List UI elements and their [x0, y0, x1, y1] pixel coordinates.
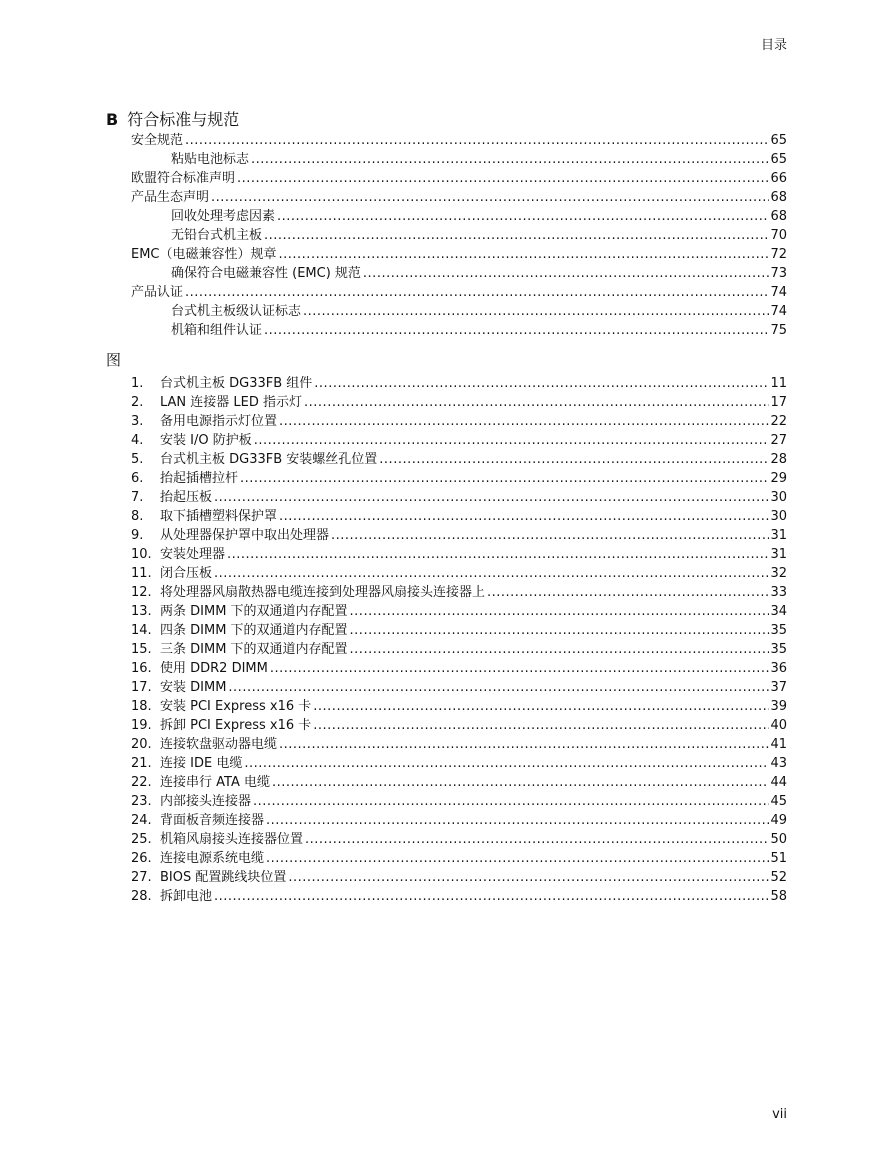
- figure-number: 12.: [131, 585, 152, 600]
- figure-page: 39: [770, 699, 787, 714]
- figure-title: 背面板音频连接器: [160, 813, 265, 828]
- figure-page: 35: [770, 642, 787, 657]
- figure-number: 9.: [131, 528, 144, 543]
- figure-page: 50: [770, 832, 787, 847]
- toc-entry-page: 68: [770, 190, 787, 205]
- figure-title: 连接串行 ATA 电缆: [160, 775, 270, 790]
- figure-number: 1.: [131, 376, 144, 391]
- toc-entry[interactable]: [131, 169, 787, 188]
- toc-entry-page: 74: [770, 285, 787, 300]
- dot-leader: [254, 431, 770, 450]
- dot-leader: [331, 526, 769, 545]
- figure-number: 7.: [131, 490, 144, 505]
- section-b-heading: [106, 107, 239, 130]
- figure-page: 45: [770, 794, 787, 809]
- figure-number: 16.: [131, 661, 152, 676]
- figure-title: 抬起插槽拉杆: [160, 471, 239, 486]
- toc-entry[interactable]: [131, 321, 787, 340]
- dot-leader: [487, 583, 769, 602]
- figure-title: 拆卸电池: [160, 889, 213, 904]
- figure-title: 内部接头连接器: [160, 794, 252, 809]
- figure-page: 29: [770, 471, 787, 486]
- figure-page: 31: [770, 547, 787, 562]
- figure-page: 40: [770, 718, 787, 733]
- toc-entry-title: 回收处理考虑因素: [171, 209, 276, 224]
- toc-entry[interactable]: [131, 283, 787, 302]
- dot-leader: [314, 374, 769, 393]
- figure-entry[interactable]: [131, 887, 787, 906]
- figure-entry[interactable]: [131, 583, 787, 602]
- toc-entry-title: 无铅台式机主板: [171, 228, 263, 243]
- figure-page: 33: [770, 585, 787, 600]
- dot-leader: [313, 716, 769, 735]
- dot-leader: [303, 302, 769, 321]
- toc-entry-title: 欧盟符合标准声明: [131, 171, 236, 186]
- dot-leader: [270, 659, 770, 678]
- toc-entry-page: 75: [770, 323, 787, 338]
- toc-entry-page: 68: [770, 209, 787, 224]
- figure-title: 连接软盘驱动器电缆: [160, 737, 278, 752]
- dot-leader: [214, 887, 769, 906]
- figure-title: 连接 IDE 电缆: [160, 756, 243, 771]
- figure-entry[interactable]: [131, 393, 787, 412]
- figure-number: 28.: [131, 889, 152, 904]
- figure-entry[interactable]: [131, 545, 787, 564]
- page-number: vii: [772, 1107, 787, 1122]
- figure-number: 17.: [131, 680, 152, 695]
- figure-number: 23.: [131, 794, 152, 809]
- figure-page: 11: [770, 376, 787, 391]
- toc-entry-page: 66: [770, 171, 787, 186]
- figure-title: 安装处理器: [160, 547, 226, 562]
- figure-title: 机箱风扇接头连接器位置: [160, 832, 304, 847]
- figure-title: 抬起压板: [160, 490, 213, 505]
- toc-entry-page: 65: [770, 152, 787, 167]
- toc-entry-title: EMC（电磁兼容性）规章: [131, 247, 277, 262]
- dot-leader: [264, 321, 769, 340]
- figure-entry[interactable]: [131, 450, 787, 469]
- figure-number: 11.: [131, 566, 152, 581]
- figure-page: 34: [770, 604, 787, 619]
- figure-entry[interactable]: [131, 659, 787, 678]
- figure-number: 5.: [131, 452, 144, 467]
- toc-entry-page: 74: [770, 304, 787, 319]
- figure-number: 2.: [131, 395, 144, 410]
- toc-entry[interactable]: [131, 150, 787, 169]
- figure-title: 将处理器风扇散热器电缆连接到处理器风扇接头连接器上: [160, 585, 486, 600]
- figure-number: 19.: [131, 718, 152, 733]
- figure-number: 4.: [131, 433, 144, 448]
- figure-title: 使用 DDR2 DIMM: [160, 661, 268, 676]
- figure-page: 58: [770, 889, 787, 904]
- figure-entry[interactable]: [131, 602, 787, 621]
- figure-entry[interactable]: [131, 716, 787, 735]
- figure-entry[interactable]: [131, 830, 787, 849]
- dot-leader: [214, 488, 769, 507]
- toc-entry-page: 72: [770, 247, 787, 262]
- figure-page: 30: [770, 490, 787, 505]
- toc-entry-title: 台式机主板级认证标志: [171, 304, 302, 319]
- figure-title: 四条 DIMM 下的双通道内存配置: [160, 623, 348, 638]
- figure-title: BIOS 配置跳线块位置: [160, 870, 287, 885]
- figure-entry[interactable]: [131, 678, 787, 697]
- figure-page: 36: [770, 661, 787, 676]
- dot-leader: [266, 849, 769, 868]
- dot-leader: [279, 245, 770, 264]
- dot-leader: [214, 564, 769, 583]
- dot-leader: [279, 412, 769, 431]
- figure-page: 35: [770, 623, 787, 638]
- toc-entry-title: 粘贴电池标志: [171, 152, 250, 167]
- toc-entry-title: 安全规范: [131, 133, 184, 148]
- section-title: 符合标准与规范: [127, 110, 240, 129]
- figures-toc-list: [131, 374, 787, 906]
- figure-page: 27: [770, 433, 787, 448]
- figure-entry[interactable]: [131, 412, 787, 431]
- figure-number: 26.: [131, 851, 152, 866]
- toc-entry-title: 确保符合电磁兼容性 (EMC) 规范: [171, 266, 361, 281]
- dot-leader: [350, 621, 770, 640]
- figure-entry[interactable]: [131, 431, 787, 450]
- figure-entry[interactable]: [131, 640, 787, 659]
- dot-leader: [185, 131, 769, 150]
- dot-leader: [228, 678, 769, 697]
- figure-page: 52: [770, 870, 787, 885]
- figure-entry[interactable]: [131, 564, 787, 583]
- dot-leader: [350, 602, 770, 621]
- figure-page: 28: [770, 452, 787, 467]
- dot-leader: [240, 469, 769, 488]
- figure-page: 31: [770, 528, 787, 543]
- figure-entry[interactable]: [131, 621, 787, 640]
- dot-leader: [272, 773, 769, 792]
- figure-entry[interactable]: [131, 526, 787, 545]
- toc-entry[interactable]: [131, 245, 787, 264]
- figure-number: 8.: [131, 509, 144, 524]
- figure-page: 51: [770, 851, 787, 866]
- figure-title: 安装 PCI Express x16 卡: [160, 699, 312, 714]
- figure-number: 10.: [131, 547, 152, 562]
- figure-number: 25.: [131, 832, 152, 847]
- figure-entry[interactable]: [131, 374, 787, 393]
- figure-title: 两条 DIMM 下的双通道内存配置: [160, 604, 348, 619]
- page-header: 目录: [760, 38, 787, 53]
- figure-number: 24.: [131, 813, 152, 828]
- dot-leader: [363, 264, 770, 283]
- figure-entry[interactable]: [131, 811, 787, 830]
- figure-number: 18.: [131, 699, 152, 714]
- figure-page: 37: [770, 680, 787, 695]
- toc-entry-page: 65: [770, 133, 787, 148]
- figure-entry[interactable]: [131, 507, 787, 526]
- figure-title: 取下插槽塑料保护罩: [160, 509, 278, 524]
- section-b-toc-list: [131, 131, 787, 340]
- figures-heading: 图: [106, 351, 122, 369]
- dot-leader: [288, 868, 769, 887]
- toc-entry[interactable]: [131, 264, 787, 283]
- dot-leader: [253, 792, 769, 811]
- figure-entry[interactable]: [131, 868, 787, 887]
- figure-title: 备用电源指示灯位置: [160, 414, 278, 429]
- figure-page: 32: [770, 566, 787, 581]
- figure-number: 13.: [131, 604, 152, 619]
- toc-entry-title: 产品认证: [131, 285, 184, 300]
- dot-leader: [227, 545, 769, 564]
- toc-entry-title: 机箱和组件认证: [171, 323, 263, 338]
- dot-leader: [251, 150, 769, 169]
- figure-entry[interactable]: [131, 469, 787, 488]
- figure-title: 连接电源系统电缆: [160, 851, 265, 866]
- figure-number: 3.: [131, 414, 144, 429]
- figure-number: 21.: [131, 756, 152, 771]
- dot-leader: [304, 393, 769, 412]
- figure-title: 安装 DIMM: [160, 680, 227, 695]
- dot-leader: [277, 207, 769, 226]
- figure-title: 台式机主板 DG33FB 安装螺丝孔位置: [160, 452, 378, 467]
- toc-entry[interactable]: [131, 302, 787, 321]
- dot-leader: [313, 697, 769, 716]
- figure-page: 22: [770, 414, 787, 429]
- dot-leader: [279, 507, 769, 526]
- figure-title: 三条 DIMM 下的双通道内存配置: [160, 642, 348, 657]
- figure-number: 6.: [131, 471, 144, 486]
- figure-entry[interactable]: [131, 735, 787, 754]
- dot-leader: [379, 450, 769, 469]
- toc-entry[interactable]: [131, 131, 787, 150]
- figure-page: 43: [770, 756, 787, 771]
- dot-leader: [305, 830, 769, 849]
- figure-number: 20.: [131, 737, 152, 752]
- figure-entry[interactable]: [131, 488, 787, 507]
- figure-entry[interactable]: [131, 792, 787, 811]
- figure-title: 安装 I/O 防护板: [160, 433, 252, 448]
- toc-entry[interactable]: [131, 188, 787, 207]
- toc-entry-page: 73: [770, 266, 787, 281]
- dot-leader: [279, 735, 769, 754]
- toc-entry-page: 70: [770, 228, 787, 243]
- figure-page: 17: [770, 395, 787, 410]
- figure-number: 27.: [131, 870, 152, 885]
- figure-number: 22.: [131, 775, 152, 790]
- dot-leader: [211, 188, 769, 207]
- figure-number: 14.: [131, 623, 152, 638]
- figure-title: 台式机主板 DG33FB 组件: [160, 376, 313, 391]
- dot-leader: [185, 283, 769, 302]
- figure-entry[interactable]: [131, 754, 787, 773]
- figure-title: 闭合压板: [160, 566, 213, 581]
- dot-leader: [350, 640, 770, 659]
- section-letter: B: [106, 110, 119, 129]
- dot-leader: [264, 226, 769, 245]
- figure-title: 从处理器保护罩中取出处理器: [160, 528, 330, 543]
- dot-leader: [244, 754, 769, 773]
- figure-entry[interactable]: [131, 849, 787, 868]
- toc-entry-title: 产品生态声明: [131, 190, 210, 205]
- figure-title: LAN 连接器 LED 指示灯: [160, 395, 303, 410]
- figure-entry[interactable]: [131, 697, 787, 716]
- figure-page: 30: [770, 509, 787, 524]
- figure-page: 41: [770, 737, 787, 752]
- figure-page: 49: [770, 813, 787, 828]
- figure-page: 44: [770, 775, 787, 790]
- figure-title: 拆卸 PCI Express x16 卡: [160, 718, 312, 733]
- toc-entry[interactable]: [131, 226, 787, 245]
- dot-leader: [266, 811, 769, 830]
- dot-leader: [237, 169, 769, 188]
- figure-number: 15.: [131, 642, 152, 657]
- figure-entry[interactable]: [131, 773, 787, 792]
- toc-entry[interactable]: [131, 207, 787, 226]
